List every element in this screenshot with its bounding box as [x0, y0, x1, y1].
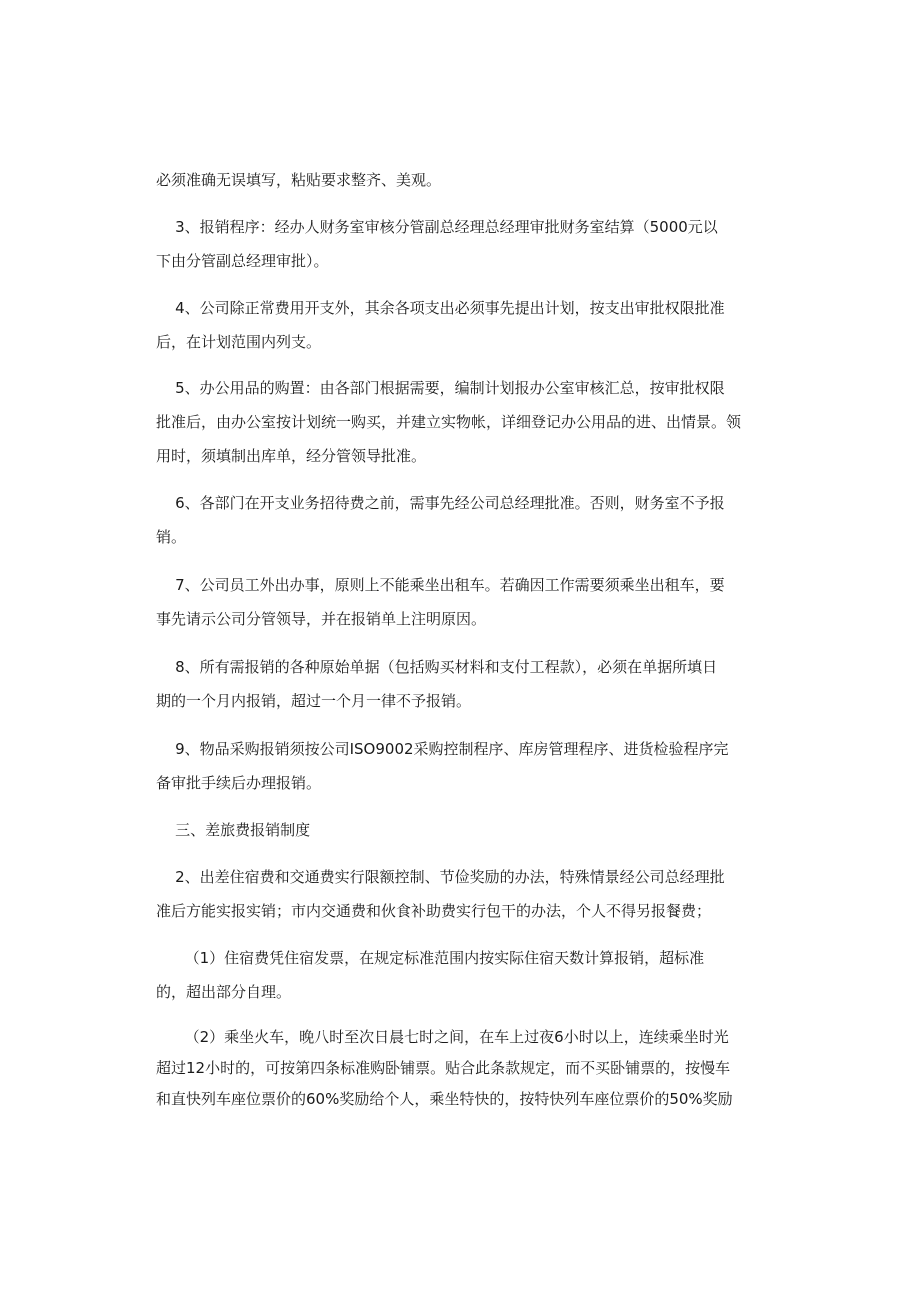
- text-line: 7、公司员工外出办事，原则上不能乘坐出租车。若确因工作需要须乘坐出租车，要: [156, 576, 725, 594]
- paragraph-item-8: [156, 657, 766, 711]
- text-line: 用时，须填制出库单，经分管领导批准。: [156, 447, 427, 465]
- paragraph-item-9: [156, 739, 766, 793]
- text-line: （1）住宿费凭住宿发票，在规定标准范围内按实际住宿天数计算报销，超标准: [156, 949, 705, 967]
- text-line: 备审批手续后办理报销。: [156, 774, 322, 792]
- paragraph-item-3: [156, 217, 766, 271]
- text-line: 销。: [156, 528, 187, 546]
- paragraph-sub-item-1: [156, 948, 766, 1002]
- text-line: 的，超出部分自理。: [156, 983, 292, 1001]
- text-line: 必须准确无误填写，粘贴要求整齐、美观。: [156, 171, 442, 189]
- text-line: 准后方能实报实销；市内交通费和伙食补助费实行包干的办法，个人不得另报餐费；: [156, 902, 712, 920]
- text-line: 下由分管副总经理审批）。: [156, 252, 329, 270]
- text-line: 和直快列车座位票价的60%奖励给个人，乘坐特快的，按特快列车座位票价的50%奖励: [156, 1090, 733, 1108]
- text-line: 8、所有需报销的各种原始单据（包括购买材料和支付工程款），必须在单据所填日: [156, 658, 718, 676]
- text-line: 4、公司除正常费用开支外，其余各项支出必须事先提出计划，按支出审批权限批准: [156, 299, 725, 317]
- paragraph-item-6: [156, 493, 766, 547]
- paragraph-intro-continuation: [156, 170, 766, 190]
- text-line: 6、各部门在开支业务招待费之前，需事先经公司总经理批准。否则，财务室不予报: [156, 494, 725, 512]
- paragraph-item-4: [156, 298, 766, 352]
- section-heading-travel-expenses: [156, 820, 766, 840]
- paragraph-item-7: [156, 575, 766, 629]
- text-line: 2、出差住宿费和交通费实行限额控制、节俭奖励的办法，特殊情景经公司总经理批: [156, 868, 725, 886]
- text-line: 后，在计划范围内列支。: [156, 333, 322, 351]
- section-heading: 三、差旅费报销制度: [156, 821, 311, 839]
- text-line: （2）乘坐火车，晚八时至次日晨七时之间，在车上过夜6小时以上，连续乘坐时光: [156, 1028, 729, 1046]
- text-line: 9、物品采购报销须按公司ISO9002采购控制程序、库房管理程序、进货检验程序完: [156, 740, 729, 758]
- paragraph-travel-item-2: [156, 867, 766, 921]
- text-line: 事先请示公司分管领导，并在报销单上注明原因。: [156, 610, 487, 628]
- text-line: 批准后，由办公室按计划统一购买，并建立实物帐，详细登记办公用品的进、出情景。领: [156, 413, 742, 431]
- text-line: 3、报销程序：经办人财务室审核分管副总经理总经理审批财务室结算（5000元以: [156, 218, 718, 236]
- paragraph-item-5: [156, 378, 766, 466]
- paragraph-sub-item-2: [156, 1027, 766, 1109]
- text-line: 期的一个月内报销，超过一个月一律不予报销。: [156, 692, 472, 710]
- text-line: 超过12小时的，可按第四条标准购卧铺票。贴合此条款规定，而不买卧铺票的，按慢车: [156, 1059, 731, 1077]
- text-line: 5、办公用品的购置：由各部门根据需要，编制计划报办公室审核汇总，按审批权限: [156, 379, 725, 397]
